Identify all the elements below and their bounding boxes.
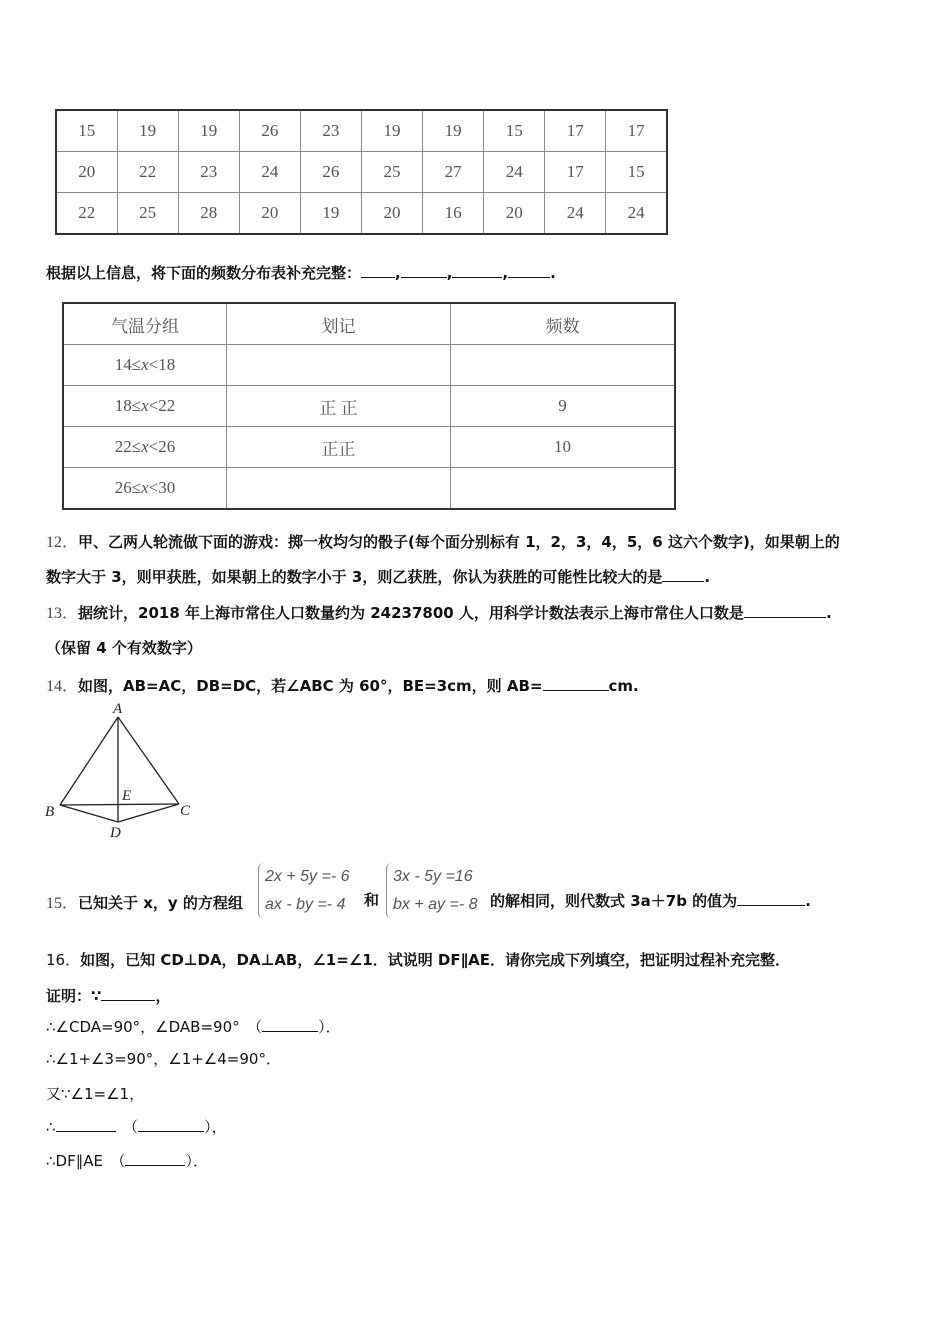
table-cell: 17 bbox=[545, 110, 606, 152]
question-note: （保留 4 个有效数字） bbox=[46, 639, 202, 657]
question-number: 12． bbox=[46, 534, 79, 551]
tally-cell[interactable] bbox=[227, 345, 451, 386]
proof-line-2 bbox=[46, 1016, 341, 1037]
proof-line-5 bbox=[46, 1116, 227, 1137]
table-cell: 19 bbox=[178, 110, 239, 152]
table-cell: 25 bbox=[117, 193, 178, 235]
table-cell: 19 bbox=[117, 110, 178, 152]
label-b: B bbox=[45, 804, 55, 820]
proof-blank-4[interactable] bbox=[138, 1116, 204, 1132]
proof-text: ∴DF∥AE （ bbox=[46, 1152, 126, 1170]
table-cell: 20 bbox=[484, 193, 545, 235]
proof-line-4 bbox=[46, 1083, 144, 1104]
question-13-line-2 bbox=[46, 637, 202, 658]
proof-line-1 bbox=[46, 985, 170, 1006]
group-lower: 22≤ bbox=[114, 437, 142, 456]
separator: , bbox=[446, 264, 453, 282]
group-upper: <30 bbox=[148, 478, 176, 497]
separator: , bbox=[502, 264, 509, 282]
tally-cell[interactable] bbox=[227, 468, 451, 510]
header-tally: 划记 bbox=[227, 303, 451, 345]
period: . bbox=[704, 568, 711, 586]
proof-text: 证明：∵ bbox=[46, 987, 102, 1005]
frequency-distribution-table bbox=[62, 302, 676, 510]
unit: cm. bbox=[608, 677, 639, 695]
question-text: 甲、乙两人轮流做下面的游戏：掷一枚均匀的骰子(每个面分别标有 1，2，3，4，5，6 这六个数字)，如果朝上的 bbox=[78, 533, 840, 551]
proof-text: ）， bbox=[204, 1118, 227, 1136]
proof-blank-3[interactable] bbox=[56, 1116, 116, 1132]
triangle-figure bbox=[40, 695, 210, 845]
table-row bbox=[56, 110, 667, 152]
header-count: 频数 bbox=[451, 303, 676, 345]
group-lower: 26≤ bbox=[114, 478, 142, 497]
q13-answer-blank[interactable] bbox=[744, 602, 826, 618]
proof-blank-1[interactable] bbox=[101, 985, 155, 1001]
count-cell[interactable]: 9 bbox=[451, 386, 676, 427]
table-cell: 27 bbox=[423, 152, 484, 193]
group-var: x bbox=[141, 437, 149, 456]
proof-text: （ bbox=[115, 1118, 139, 1136]
table-row bbox=[56, 152, 667, 193]
group-var: x bbox=[141, 478, 149, 497]
question-text: 如图，AB=AC，DB=DC，若∠ABC 为 60°，BE=3cm，则 AB= bbox=[78, 677, 543, 695]
table-cell: 24 bbox=[239, 152, 300, 193]
proof-text: ∴ bbox=[46, 1118, 56, 1136]
table-cell: 19 bbox=[423, 110, 484, 152]
temperature-data-table bbox=[55, 109, 668, 235]
instruction-line bbox=[46, 262, 556, 283]
table-cell: 28 bbox=[178, 193, 239, 235]
question-12-line-2 bbox=[46, 566, 710, 587]
table-cell: 20 bbox=[239, 193, 300, 235]
question-15-pre bbox=[46, 890, 243, 913]
question-number: 13． bbox=[46, 605, 79, 622]
label-c: C bbox=[180, 803, 191, 819]
group-var: x bbox=[141, 396, 149, 415]
and-word: 和 bbox=[364, 891, 380, 909]
question-13-line-1 bbox=[46, 600, 832, 623]
group-cell bbox=[63, 468, 227, 510]
answer-blank-2[interactable] bbox=[401, 262, 447, 278]
equation-system-2 bbox=[386, 863, 478, 919]
table-cell: 15 bbox=[606, 152, 667, 193]
table-row bbox=[56, 193, 667, 235]
table-cell: 24 bbox=[545, 193, 606, 235]
instruction-text: 根据以上信息，将下面的频数分布表补充完整： bbox=[46, 264, 362, 282]
table-cell: 20 bbox=[361, 193, 422, 235]
equation: ax - by =- 4 bbox=[265, 896, 346, 913]
table-cell: 22 bbox=[56, 193, 117, 235]
frequency-row bbox=[63, 345, 675, 386]
table-cell: 23 bbox=[178, 152, 239, 193]
group-lower: 14≤ bbox=[114, 355, 142, 374]
question-12-line-1 bbox=[46, 529, 840, 552]
tally-cell[interactable]: 正 正 bbox=[227, 386, 451, 427]
label-d: D bbox=[110, 825, 121, 841]
table-cell: 16 bbox=[423, 193, 484, 235]
frequency-row bbox=[63, 427, 675, 468]
proof-text: ∴∠CDA=90°，∠DAB=90° （ bbox=[46, 1018, 263, 1036]
equation: 2x + 5y =- 6 bbox=[265, 868, 350, 885]
table-cell: 20 bbox=[56, 152, 117, 193]
q12-answer-blank[interactable] bbox=[662, 566, 704, 582]
label-a: A bbox=[113, 701, 123, 717]
question-text: 数字大于 3，则甲获胜，如果朝上的数字小于 3，则乙获胜，你认为获胜的可能性比较大的是 bbox=[46, 568, 663, 586]
question-number: 15． bbox=[46, 895, 79, 912]
question-text: 的解相同，则代数式 3a＋7b 的值为 bbox=[490, 892, 738, 910]
answer-blank-3[interactable] bbox=[452, 262, 502, 278]
frequency-row bbox=[63, 468, 675, 510]
q14-answer-blank[interactable] bbox=[543, 675, 609, 691]
proof-text: ∴∠1+∠3=90°，∠1+∠4=90°． bbox=[46, 1050, 281, 1068]
table-cell: 15 bbox=[484, 110, 545, 152]
table-cell: 24 bbox=[484, 152, 545, 193]
table-cell: 17 bbox=[606, 110, 667, 152]
equation: bx + ay =- 8 bbox=[393, 896, 478, 913]
proof-text: 又∵∠1=∠1， bbox=[46, 1085, 145, 1103]
separator: , bbox=[395, 264, 401, 282]
period: . bbox=[825, 604, 832, 622]
answer-blank-4[interactable] bbox=[508, 262, 550, 278]
question-text: 如图，已知 CD⊥DA，DA⊥AB，∠1=∠1．试说明 DF∥AE．请你完成下列填空，把证明过程补充完整． bbox=[80, 951, 790, 969]
header-group: 气温分组 bbox=[63, 303, 227, 345]
equation: 3x - 5y =16 bbox=[393, 868, 473, 885]
table-cell: 24 bbox=[606, 193, 667, 235]
label-e: E bbox=[122, 788, 132, 804]
count-cell[interactable] bbox=[451, 468, 676, 510]
group-upper: <18 bbox=[148, 355, 176, 374]
group-cell bbox=[63, 345, 227, 386]
count-cell[interactable] bbox=[451, 345, 676, 386]
group-var: x bbox=[141, 355, 149, 374]
tally-cell[interactable]: 正正 bbox=[227, 427, 451, 468]
table-cell: 17 bbox=[545, 152, 606, 193]
question-number: 14． bbox=[46, 678, 79, 695]
question-16-line bbox=[46, 949, 790, 970]
table-cell: 19 bbox=[361, 110, 422, 152]
proof-blank-2[interactable] bbox=[262, 1016, 318, 1032]
period: . bbox=[550, 264, 556, 282]
table-cell: 15 bbox=[56, 110, 117, 152]
table-cell: 25 bbox=[361, 152, 422, 193]
table-cell: 19 bbox=[300, 193, 361, 235]
table-cell: 23 bbox=[300, 110, 361, 152]
table-cell: 26 bbox=[300, 152, 361, 193]
table-cell: 26 bbox=[239, 110, 300, 152]
proof-blank-5[interactable] bbox=[125, 1150, 185, 1166]
question-text: 据统计，2018 年上海市常住人口数量约为 24237800 人，用科学计数法表示上海市常住人口数是 bbox=[78, 604, 744, 622]
frequency-row bbox=[63, 386, 675, 427]
equation-system-1 bbox=[258, 863, 350, 919]
question-14-line bbox=[46, 673, 639, 696]
proof-text: ）． bbox=[318, 1018, 341, 1036]
proof-line-6 bbox=[46, 1150, 208, 1171]
period: . bbox=[805, 892, 811, 910]
proof-text: ）． bbox=[185, 1152, 208, 1170]
count-cell[interactable]: 10 bbox=[451, 427, 676, 468]
q15-answer-blank[interactable] bbox=[737, 890, 805, 906]
group-upper: <22 bbox=[148, 396, 176, 415]
proof-text: ， bbox=[155, 987, 171, 1005]
question-15-post bbox=[490, 890, 811, 911]
table-cell: 22 bbox=[117, 152, 178, 193]
question-text: 已知关于 x，y 的方程组 bbox=[78, 894, 243, 912]
group-cell bbox=[63, 386, 227, 427]
question-number: 16． bbox=[46, 951, 81, 969]
group-cell bbox=[63, 427, 227, 468]
answer-blank-1[interactable] bbox=[361, 262, 395, 278]
group-upper: <26 bbox=[148, 437, 176, 456]
proof-line-3 bbox=[46, 1048, 281, 1069]
group-lower: 18≤ bbox=[114, 396, 142, 415]
